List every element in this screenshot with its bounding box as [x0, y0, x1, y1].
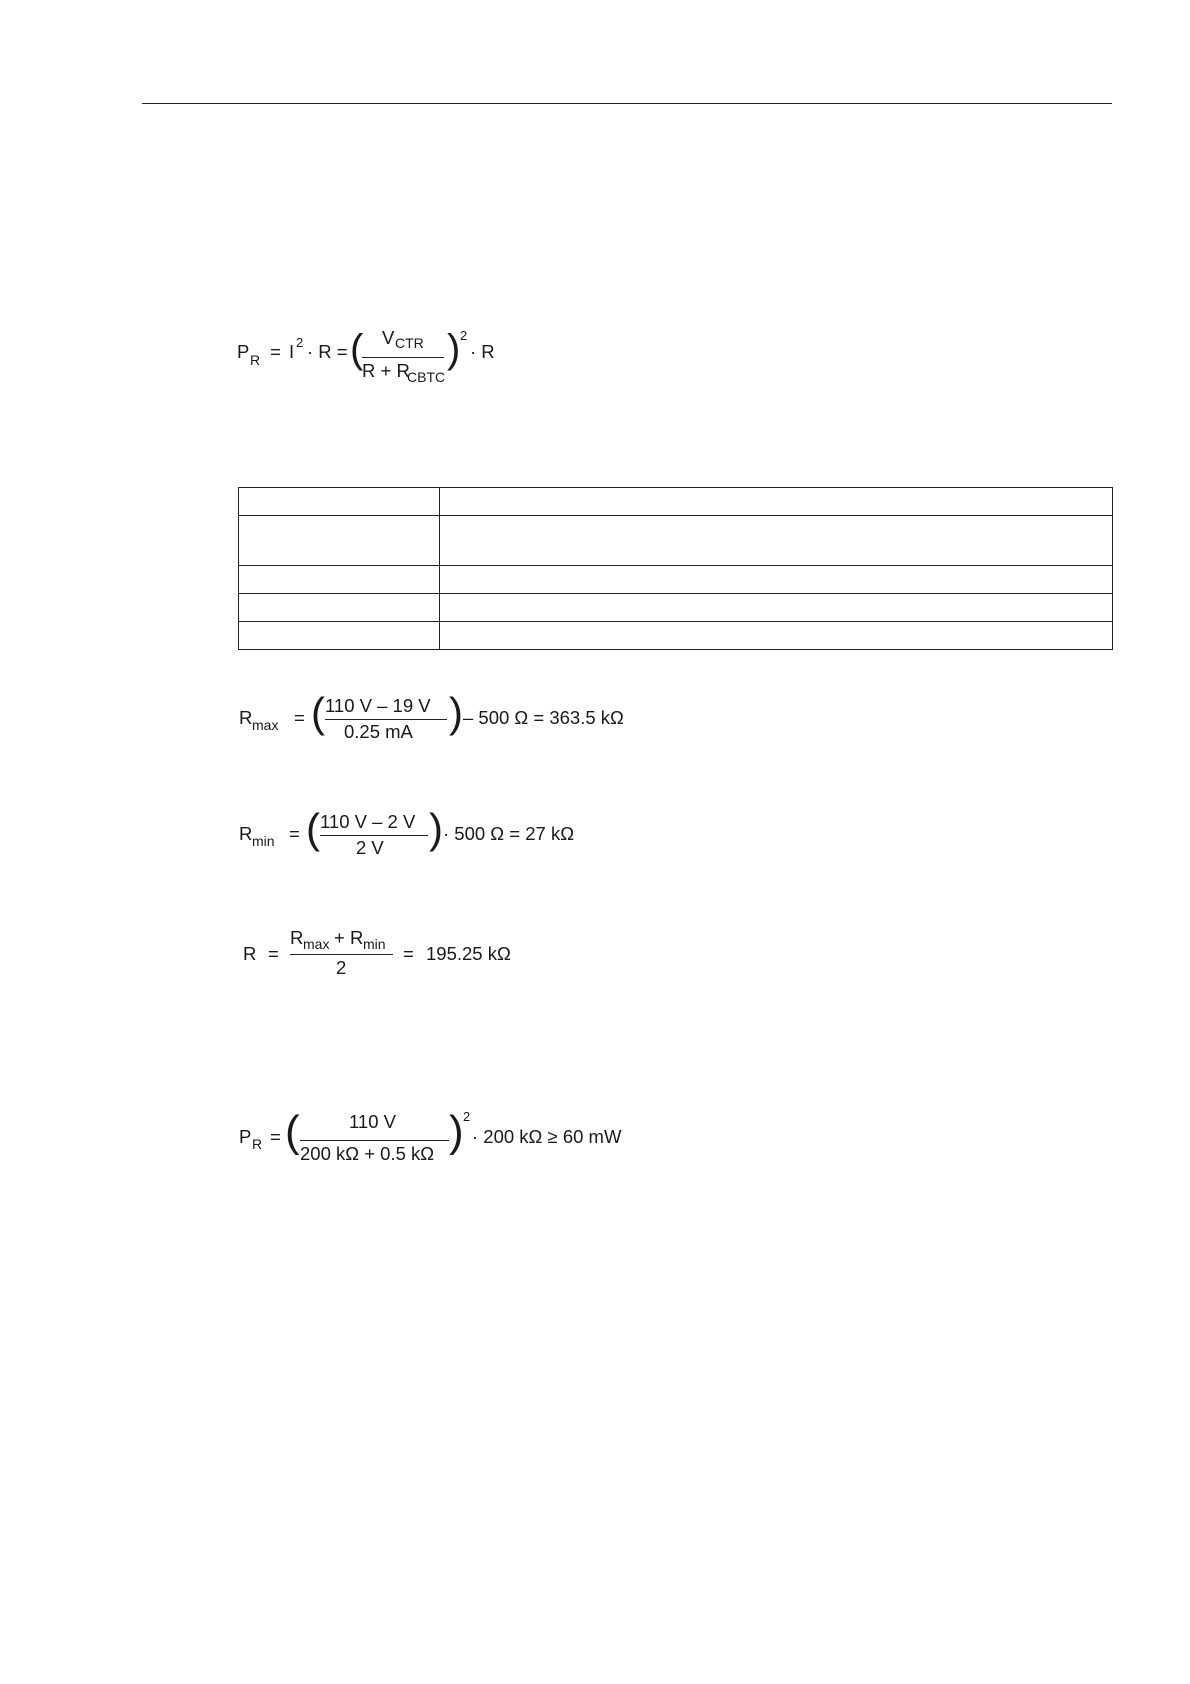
- eq5-p: P: [239, 1126, 252, 1147]
- table-row: [239, 594, 1113, 622]
- eq5-denominator: 200 kΩ + 0.5 kΩ: [300, 1143, 435, 1164]
- table-cell: [440, 594, 1113, 622]
- eq1-p-sub: R: [250, 352, 261, 368]
- eq5-fraction-bar: [300, 1140, 449, 1141]
- eq5-tail: · 200 kΩ ≥ 60 mW: [472, 1126, 622, 1147]
- eq1-denominator: R + R: [362, 360, 410, 381]
- eq2-fraction-bar: [325, 719, 447, 720]
- table-cell: [239, 488, 440, 516]
- eq4-r: R: [243, 943, 257, 964]
- eq1-fraction-bar: [362, 357, 444, 358]
- eq1-i: I: [289, 341, 295, 362]
- eq2-denominator: 0.25 mA: [344, 721, 413, 742]
- eq2-tail: – 500 Ω = 363.5 kΩ: [463, 707, 624, 728]
- eq1-equals: =: [270, 341, 281, 362]
- eq5-numerator: 110 V: [349, 1111, 396, 1132]
- table-row: [239, 566, 1113, 594]
- eq1-square: 2: [460, 328, 468, 343]
- eq3-left-paren: (: [306, 805, 320, 852]
- eq1-right-paren: ): [447, 327, 461, 371]
- eq4-equals: =: [268, 943, 279, 964]
- eq3-equals: =: [289, 823, 300, 844]
- eq1-denominator-sub: CBTC: [407, 369, 446, 385]
- equation-r-min: [239, 805, 599, 871]
- table-cell: [440, 488, 1113, 516]
- eq1-numerator-sub: CTR: [395, 335, 424, 351]
- eq4-fraction-bar: [290, 954, 393, 955]
- eq1-dot-r: · R =: [307, 341, 348, 362]
- eq1-numerator: V: [382, 327, 395, 348]
- table-cell: [239, 622, 440, 650]
- eq3-right-paren: ): [429, 805, 443, 852]
- eq1-i-sup: 2: [296, 335, 304, 350]
- equation-r-mean: [243, 925, 543, 985]
- eq5-right-paren: ): [449, 1107, 464, 1156]
- eq3-r-sub: min: [252, 833, 275, 849]
- table-cell: [440, 622, 1113, 650]
- eq3-r: R: [239, 823, 253, 844]
- eq4-denominator: 2: [336, 957, 347, 978]
- eq1-left-paren: (: [350, 327, 364, 371]
- eq4-num-b: R: [350, 927, 364, 948]
- eq3-numerator: 110 V – 2 V: [320, 811, 416, 832]
- eq2-right-paren: ): [449, 689, 463, 736]
- eq1-tail: · R: [470, 341, 495, 362]
- eq2-left-paren: (: [311, 689, 325, 736]
- eq4-num-b-sub: min: [363, 936, 386, 952]
- eq5-left-paren: (: [285, 1107, 300, 1156]
- table-cell: [440, 566, 1113, 594]
- eq1-p: P: [237, 341, 250, 362]
- equation-power-general: [237, 325, 507, 390]
- eq2-equals: =: [294, 707, 305, 728]
- table-cell: [440, 516, 1113, 566]
- eq5-equals: =: [270, 1126, 281, 1147]
- eq3-tail: · 500 Ω = 27 kΩ: [443, 823, 575, 844]
- eq5-square: 2: [463, 1109, 471, 1124]
- eq4-plus: +: [334, 927, 345, 948]
- table-cell: [239, 594, 440, 622]
- eq2-r-sub: max: [252, 717, 279, 733]
- equation-r-max: [239, 689, 639, 754]
- eq5-p-sub: R: [252, 1136, 263, 1152]
- table-cell: [239, 566, 440, 594]
- table-cell: [239, 516, 440, 566]
- eq2-r: R: [239, 707, 253, 728]
- table-row: [239, 622, 1113, 650]
- eq4-num-a-sub: max: [303, 936, 330, 952]
- eq3-denominator: 2 V: [356, 837, 384, 858]
- eq4-equals-2: =: [403, 943, 414, 964]
- eq4-num-a: R: [290, 927, 304, 948]
- eq2-numerator: 110 V – 19 V: [325, 695, 431, 716]
- table-row: [239, 488, 1113, 516]
- header-rule: [142, 103, 1112, 104]
- eq4-tail: 195.25 kΩ: [426, 943, 511, 964]
- eq3-fraction-bar: [320, 835, 428, 836]
- table-row: [239, 516, 1113, 566]
- equation-power-check: [239, 1108, 639, 1174]
- data-table: [238, 487, 1113, 650]
